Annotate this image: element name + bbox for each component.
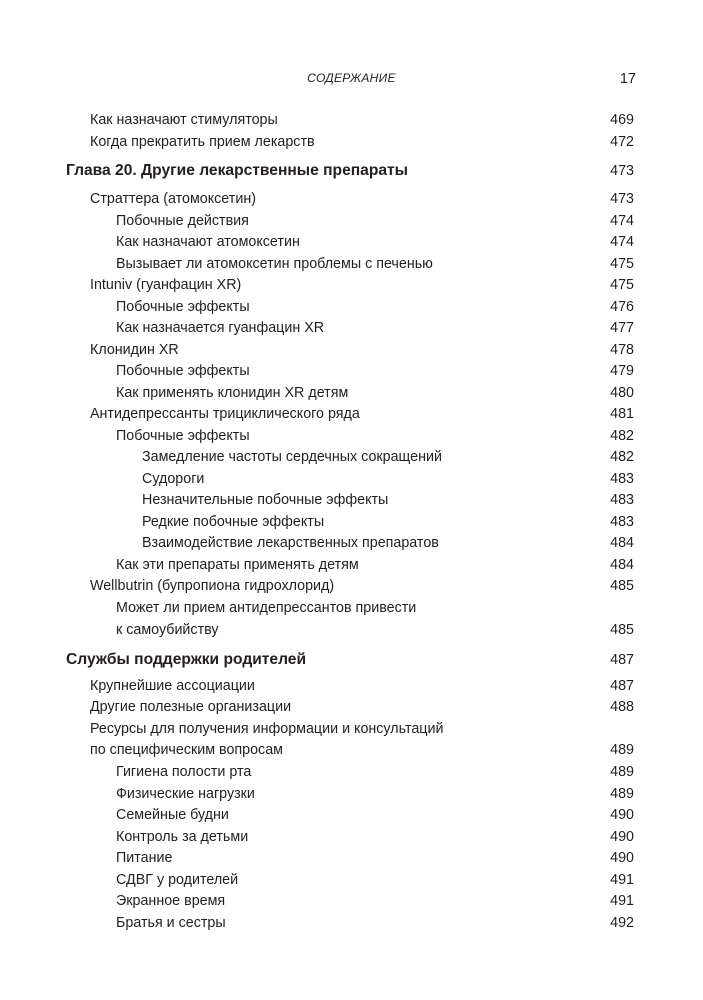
toc-page-number: 492 bbox=[610, 915, 634, 931]
page-number: 17 bbox=[619, 71, 636, 87]
toc-page-number: 478 bbox=[610, 342, 634, 358]
toc-entry-title: Судороги bbox=[142, 471, 205, 487]
toc-chapter-title: Глава 20. Другие лекарственные препараты bbox=[66, 162, 408, 179]
toc-entry-title: Побочные эффекты bbox=[116, 363, 250, 379]
toc-page-number: 483 bbox=[610, 514, 634, 530]
toc-entry-title: Клонидин XR bbox=[90, 342, 179, 358]
toc-page-number: 485 bbox=[610, 578, 634, 594]
toc-entry-row bbox=[0, 426, 703, 446]
toc-page-number: 469 bbox=[610, 112, 634, 128]
toc-entry-title: Когда прекратить прием лекарств bbox=[90, 134, 315, 150]
toc-entry-title: Как назначают атомоксетин bbox=[116, 234, 300, 250]
toc-entry-row bbox=[0, 805, 703, 825]
toc-entry-row bbox=[0, 490, 703, 510]
toc-page-number: 475 bbox=[610, 277, 634, 293]
toc-page-number: 474 bbox=[610, 234, 634, 250]
toc-page-number: 482 bbox=[610, 449, 634, 465]
toc-page-number: 487 bbox=[610, 678, 634, 694]
toc-entry-row bbox=[0, 891, 703, 911]
toc-entry-title: Как эти препараты применять детям bbox=[116, 557, 359, 573]
toc-page-number: 490 bbox=[610, 850, 634, 866]
toc-entry-row bbox=[0, 913, 703, 933]
toc-entry-title: Intuniv (гуанфацин XR) bbox=[90, 277, 242, 293]
toc-chapter-row bbox=[0, 650, 703, 670]
toc-entry-row bbox=[0, 512, 703, 532]
toc-entry-row bbox=[0, 762, 703, 782]
toc-entry-title: Взаимодействие лекарственных препаратов bbox=[142, 535, 439, 551]
toc-entry-title: Ресурсы для получения информации и консультаций bbox=[90, 721, 444, 737]
toc-page-number: 483 bbox=[610, 492, 634, 508]
toc-entry-title: Другие полезные организации bbox=[90, 699, 292, 715]
toc-entry-title: к самоубийству bbox=[116, 622, 219, 638]
toc-entry-title: Физические нагрузки bbox=[116, 786, 255, 802]
toc-entry-title: Экранное время bbox=[116, 893, 226, 909]
toc-entry-row bbox=[0, 469, 703, 489]
toc-entry-title: Гигиена полости рта bbox=[116, 764, 252, 780]
toc-entry-row bbox=[0, 555, 703, 575]
toc-entry-title: Семейные будни bbox=[116, 807, 229, 823]
toc-entry-title: Побочные эффекты bbox=[116, 428, 250, 444]
toc-entry-row bbox=[0, 719, 703, 739]
toc-page-number: 476 bbox=[610, 299, 634, 315]
toc-entry-row bbox=[0, 211, 703, 231]
toc-entry-title: по специфическим вопросам bbox=[90, 742, 283, 758]
toc-entry-row bbox=[0, 189, 703, 209]
toc-entry-row bbox=[0, 318, 703, 338]
toc-entry-row bbox=[0, 676, 703, 696]
toc-entry-row bbox=[0, 132, 703, 152]
toc-page-number: 487 bbox=[610, 652, 634, 668]
toc-page-number: 488 bbox=[610, 699, 634, 715]
toc-entry-row bbox=[0, 232, 703, 252]
toc-page-number: 489 bbox=[610, 764, 634, 780]
toc-page-number: 489 bbox=[610, 742, 634, 758]
toc-entry-row bbox=[0, 533, 703, 553]
toc-entry-row bbox=[0, 297, 703, 317]
toc-entry-title: Может ли прием антидепрессантов привести bbox=[116, 600, 417, 616]
toc-entry-row bbox=[0, 361, 703, 381]
toc-entry-row bbox=[0, 697, 703, 717]
toc-entry-row bbox=[0, 447, 703, 467]
toc-entry-title: Вызывает ли атомоксетин проблемы с печенью bbox=[116, 256, 433, 272]
toc-page-number: 479 bbox=[610, 363, 634, 379]
toc-entry-row bbox=[0, 870, 703, 890]
toc-entry-title: Как назначают стимуляторы bbox=[90, 112, 278, 128]
toc-entry-row bbox=[0, 848, 703, 868]
toc-entry-title: Wellbutrin (бупропиона гидрохлорид) bbox=[90, 578, 335, 594]
toc-page-number: 472 bbox=[610, 134, 634, 150]
toc-page-number: 490 bbox=[610, 829, 634, 845]
toc-entry-title: Страттера (атомоксетин) bbox=[90, 191, 256, 207]
toc-entry-row bbox=[0, 254, 703, 274]
toc-entry-row bbox=[0, 404, 703, 424]
toc-entry-row bbox=[0, 383, 703, 403]
toc-page-number: 483 bbox=[610, 471, 634, 487]
toc-page-number: 489 bbox=[610, 786, 634, 802]
toc-entry-title: Братья и сестры bbox=[116, 915, 226, 931]
running-header-title: СОДЕРЖАНИЕ bbox=[307, 71, 396, 85]
toc-entry-title: Редкие побочные эффекты bbox=[142, 514, 325, 530]
toc-entry-title: Незначительные побочные эффекты bbox=[142, 492, 389, 508]
toc-entry-row bbox=[0, 576, 703, 596]
toc-page-number: 485 bbox=[610, 622, 634, 638]
toc-entry-title: Как назначается гуанфацин XR bbox=[116, 320, 325, 336]
toc-entry-title: Замедление частоты сердечных сокращений bbox=[142, 449, 442, 465]
toc-entry-title: СДВГ у родителей bbox=[116, 872, 239, 888]
toc-page-number: 491 bbox=[610, 893, 634, 909]
toc-entry-row bbox=[0, 740, 703, 760]
toc-page-number: 482 bbox=[610, 428, 634, 444]
toc-page-number: 484 bbox=[610, 535, 634, 551]
toc-entry-title: Антидепрессанты трициклического ряда bbox=[90, 406, 360, 422]
toc-entry-title: Побочные эффекты bbox=[116, 299, 250, 315]
toc-page-number: 473 bbox=[610, 163, 634, 179]
toc-entry-title: Побочные действия bbox=[116, 213, 249, 229]
toc-page-number: 484 bbox=[610, 557, 634, 573]
toc-page-number: 491 bbox=[610, 872, 634, 888]
toc-entry-row bbox=[0, 598, 703, 618]
toc-entry-row bbox=[0, 110, 703, 130]
toc-chapter-title: Службы поддержки родителей bbox=[66, 651, 307, 668]
toc-page-number: 475 bbox=[610, 256, 634, 272]
toc-entry-title: Крупнейшие ассоциации bbox=[90, 678, 255, 694]
toc-entry-title: Питание bbox=[116, 850, 173, 866]
toc-page-number: 480 bbox=[610, 385, 634, 401]
toc-entry-row bbox=[0, 620, 703, 640]
toc-page-number: 474 bbox=[610, 213, 634, 229]
toc-chapter-row bbox=[0, 161, 703, 181]
toc-page-number: 473 bbox=[610, 191, 634, 207]
toc-entry-row bbox=[0, 275, 703, 295]
toc-page-number: 490 bbox=[610, 807, 634, 823]
toc-entry-row bbox=[0, 827, 703, 847]
toc-entry-title: Контроль за детьми bbox=[116, 829, 249, 845]
toc-entry-row bbox=[0, 784, 703, 804]
toc-entry-title: Как применять клонидин XR детям bbox=[116, 385, 349, 401]
toc-page-number: 481 bbox=[610, 406, 634, 422]
toc-page-number: 477 bbox=[610, 320, 634, 336]
toc-entry-row bbox=[0, 340, 703, 360]
